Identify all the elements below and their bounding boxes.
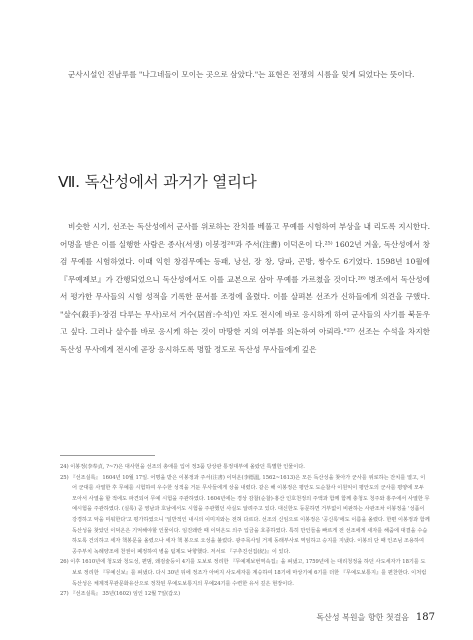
page-footer [316,612,435,623]
footnote-26: 26) 이후 1610년에 청도와 청도성, 편범, 왜검술등이 4기를 도보로 정리한 『무예제보번역속집』을 펴냈고, 1759년에 는 대리청정을 하던 사도세자가 18기를 도보로 정리한 『무예신보』를 펴냈다. 다시 30년 뒤에 정조가 아버지 사도세자를 계승하여 18기에 마상기예 6기를 더한 『무예도보통지』를 편찬한다. 이처럼 독산성은 체계적무관문화유산으로 정착된 무예도보통지의 무예24기를 수련한 유서 깊은 현장이다. [60,559,427,587]
footnotes [60,462,430,600]
intro-text: 군사시설인 진남루를 "나그네들이 모이는 곳으로 삼았다."는 표현은 전쟁의 시름을 잊게 되었다는 뜻이다. [68,70,415,79]
footnote-24: 24) 이봉정(李奉貞, ?~?)은 대사헌을 선조의 총애를 입어 정3품 당상관 통정대부에 올랐던 특별한 인물이다. [60,464,305,470]
footnote-25: 25) 『선조실록』 1604년 10월 17일. 어명을 받은 이봉정과 주서(注書) 이덕온(李德溫, 1562~1613)은 모든 독산성을 찾아가 군사를 위로하는 잔치를 열고, 이어 군대를 사열한 후 무예를 시험하여 우수한 성적을 거둔 무사들에게 상을 내렸다. 같은 해 이봉정은 평안도 도순찰사 이원익이 평안도의 군사를 평양에 모두 모아서 사열을 할 적에도 파견되어 무예 시험을 주관하였다. 1604년에는 경상 감찰(순찰)·홍산 인호천정의 주액과 함께 함께 충청도 청주와 홍주에서 사열한 무예시험을 주관하였다. (실록) 곧 영남과 호남에서도 시험을 주관했던 사실도 알려주고 있다. 대신한도 등문하면 거부없이 비판하는 사관조차 이봉정을 '성품이 강경하고 악을 미워한다'고 평가하였으니 '일반적인 내시의 이미지와는 전혀 다르다. 선조의 신임으로 이봉정은 '공신록'에도 이름을 올렸다. 한편 이봉정과 함께 독산성을 찾았던 이덕온은 기억해야할 인물이다. 임진왜란 때 이덕온도 의주 입금을 호종하였다. 특히 만인들을 빠르게 전 선조에게 새자를 해줌에 대결을 수습하도록 건의하고 세자 책봉문을 올렸으나 세자 책 봉으로 오성을 불렀다. 광주목사일 거제 동래부사로 역임하고 승지를 지냈다. 이봉의 단 때 인조님 조용하여 공주부치 녹례양조에 천권이 폐정하여 병을 팀제도 낙향했다. 저서로 『구추진선집(紀)』이 있다. [60,474,430,555]
body-text [60,218,430,358]
body-line: 리도록 지시한다. 어명을 받은 이를 실행한 사람은 종사(서생) 이봉정²⁴⁾과 주서(注書) 이덕온이 [60,222,430,249]
body-line: 창, 당파, 곤방, 쌍수도 6기였다. 1598년 10월에 『무예제보』가 간행되었으니 독산성에서도 이를 [60,257,430,284]
body-line: 기록한 문서를 조정에 올렸다. 이를 살펴본 선조가 신하들에게 의견을 구했다. "살수(殺手)·장검 [60,292,430,319]
body-line: 교본으로 삼아 무예를 가르쳤을 것이다.²⁶⁾ 병조에서 독산성에서 평가한 무사들의 시험 성적을 [60,274,430,301]
body-line: 다.²⁵⁾ 1602년 겨울, 독산성에서 창검 무예를 시험하였다. 이때 익힌 창검무예는 등패, 낭선, 장 [60,239,430,266]
page-number: 187 [415,612,435,623]
body-line: 다루는 무사)로서 거수(居首:수석)인 자도 전시에 바로 응시하게 하여 군사들의 사기를 북돋우 [119,309,430,319]
footnote-27: 27) 『선조실록』 35년(1602) 임인 12월 7일(갑오) [60,591,181,598]
intro-paragraph [60,66,430,83]
section-title: Ⅶ. 독산성에서 과거가 열리다 [58,173,257,191]
body-line: 고 싶다. 그러나 살수를 바로 응시케 하는 것이 마땅한 지의 여부를 의논하여 아뢰라."²⁷⁾ 선조는 [60,327,380,336]
body-line: 수석을 차지한 독산성 무사에게 전시에 곧장 응시하도록 명할 정도로 독산성 무사들에게 깊은 [60,327,430,354]
body-line: 비슷한 시기, 선조는 독산성에서 군사를 위로하는 잔치를 베풀고 무예를 시험하여 부상을 내 [68,222,371,231]
footnote-divider [60,455,155,456]
running-title: 독산성 복원을 향한 첫걸음 [316,613,410,622]
body-paragraph [60,218,430,358]
